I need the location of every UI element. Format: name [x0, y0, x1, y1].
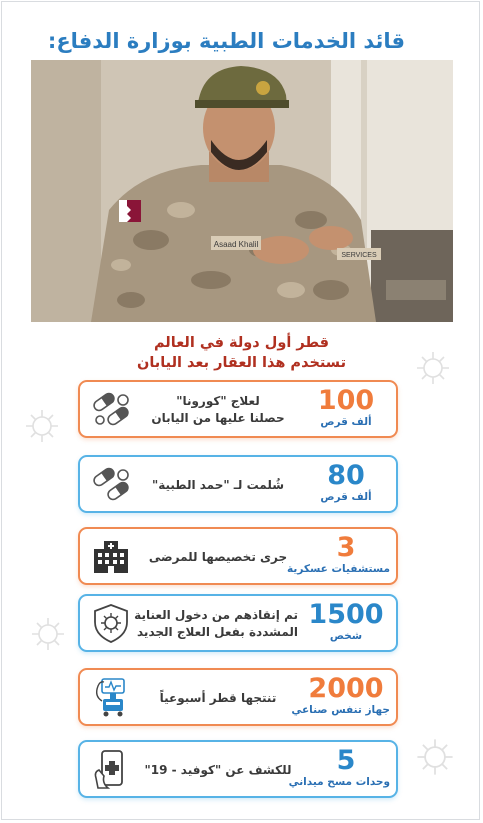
stat-value: 1500 [308, 599, 384, 630]
stat-card-field-testing-units [78, 740, 398, 798]
intro-line-1: قطر أول دولة في العالم [153, 335, 330, 351]
stat-card-ventilators [78, 668, 398, 726]
stat-unit: جهاز تنفس صناعي [291, 704, 390, 716]
stat-card-people-saved [78, 594, 398, 652]
stat-description [138, 465, 298, 505]
stat-value: 3 [336, 532, 356, 563]
stat-description-line: تم إنقاذهم من دخول العناية [134, 608, 298, 622]
page-title: قائد الخدمات الطبية بوزارة الدفاع: [47, 29, 405, 53]
virus-decoration-icon [413, 735, 457, 779]
virus-decoration-icon [28, 614, 68, 654]
stat-description-line: تنتجها قطر أسبوعياً [159, 690, 277, 705]
stat-unit: وحدات مسح ميداني [288, 776, 390, 788]
stat-value: 80 [327, 460, 365, 491]
stat-unit: مستشفيات عسكرية [287, 563, 390, 575]
virus-decoration-icon [22, 406, 62, 446]
stat-description [134, 604, 298, 644]
stat-value: 5 [336, 745, 356, 776]
pills-icon [90, 463, 132, 505]
stat-description [138, 750, 298, 790]
stat-unit: ألف قرص [320, 416, 372, 428]
stat-card-tablets-obtained [78, 380, 398, 438]
stat-card-military-hospitals [78, 527, 398, 585]
stat-unit: ألف قرص [320, 491, 372, 503]
stat-description [138, 390, 298, 430]
stat-description-line: شُلمت لـ "حمد الطبية" [151, 477, 285, 492]
stat-description-line: للكشف عن "كوفيد - 19" [144, 762, 292, 777]
pills-icon [90, 388, 132, 430]
ventilator-icon [90, 676, 132, 718]
stat-description-line: حصلنا عليها من اليابان [151, 411, 285, 425]
virus-shield-icon [90, 602, 132, 644]
stat-card-tablets-delivered [78, 455, 398, 513]
hospital-icon [90, 535, 132, 577]
stat-value: 2000 [308, 673, 384, 704]
stat-description-line: المشددة بفعل العلاج الجديد [137, 625, 298, 639]
phone-medical-icon [90, 748, 132, 790]
intro-line-2: تستخدم هذا العقار بعد اليابان [136, 355, 347, 371]
stat-unit: شخص [329, 630, 363, 642]
stat-description [138, 678, 298, 718]
officer-photo [31, 60, 453, 322]
sleeve-tag-text: SERVICES [341, 252, 377, 259]
stat-description-line: لعلاج "كورونا" [176, 394, 260, 408]
stat-value: 100 [317, 385, 375, 416]
stat-description-line: جرى تخصيصها للمرضى [148, 549, 288, 564]
stat-description [138, 537, 298, 577]
name-tag-text: Asaad Khalil [213, 240, 259, 249]
